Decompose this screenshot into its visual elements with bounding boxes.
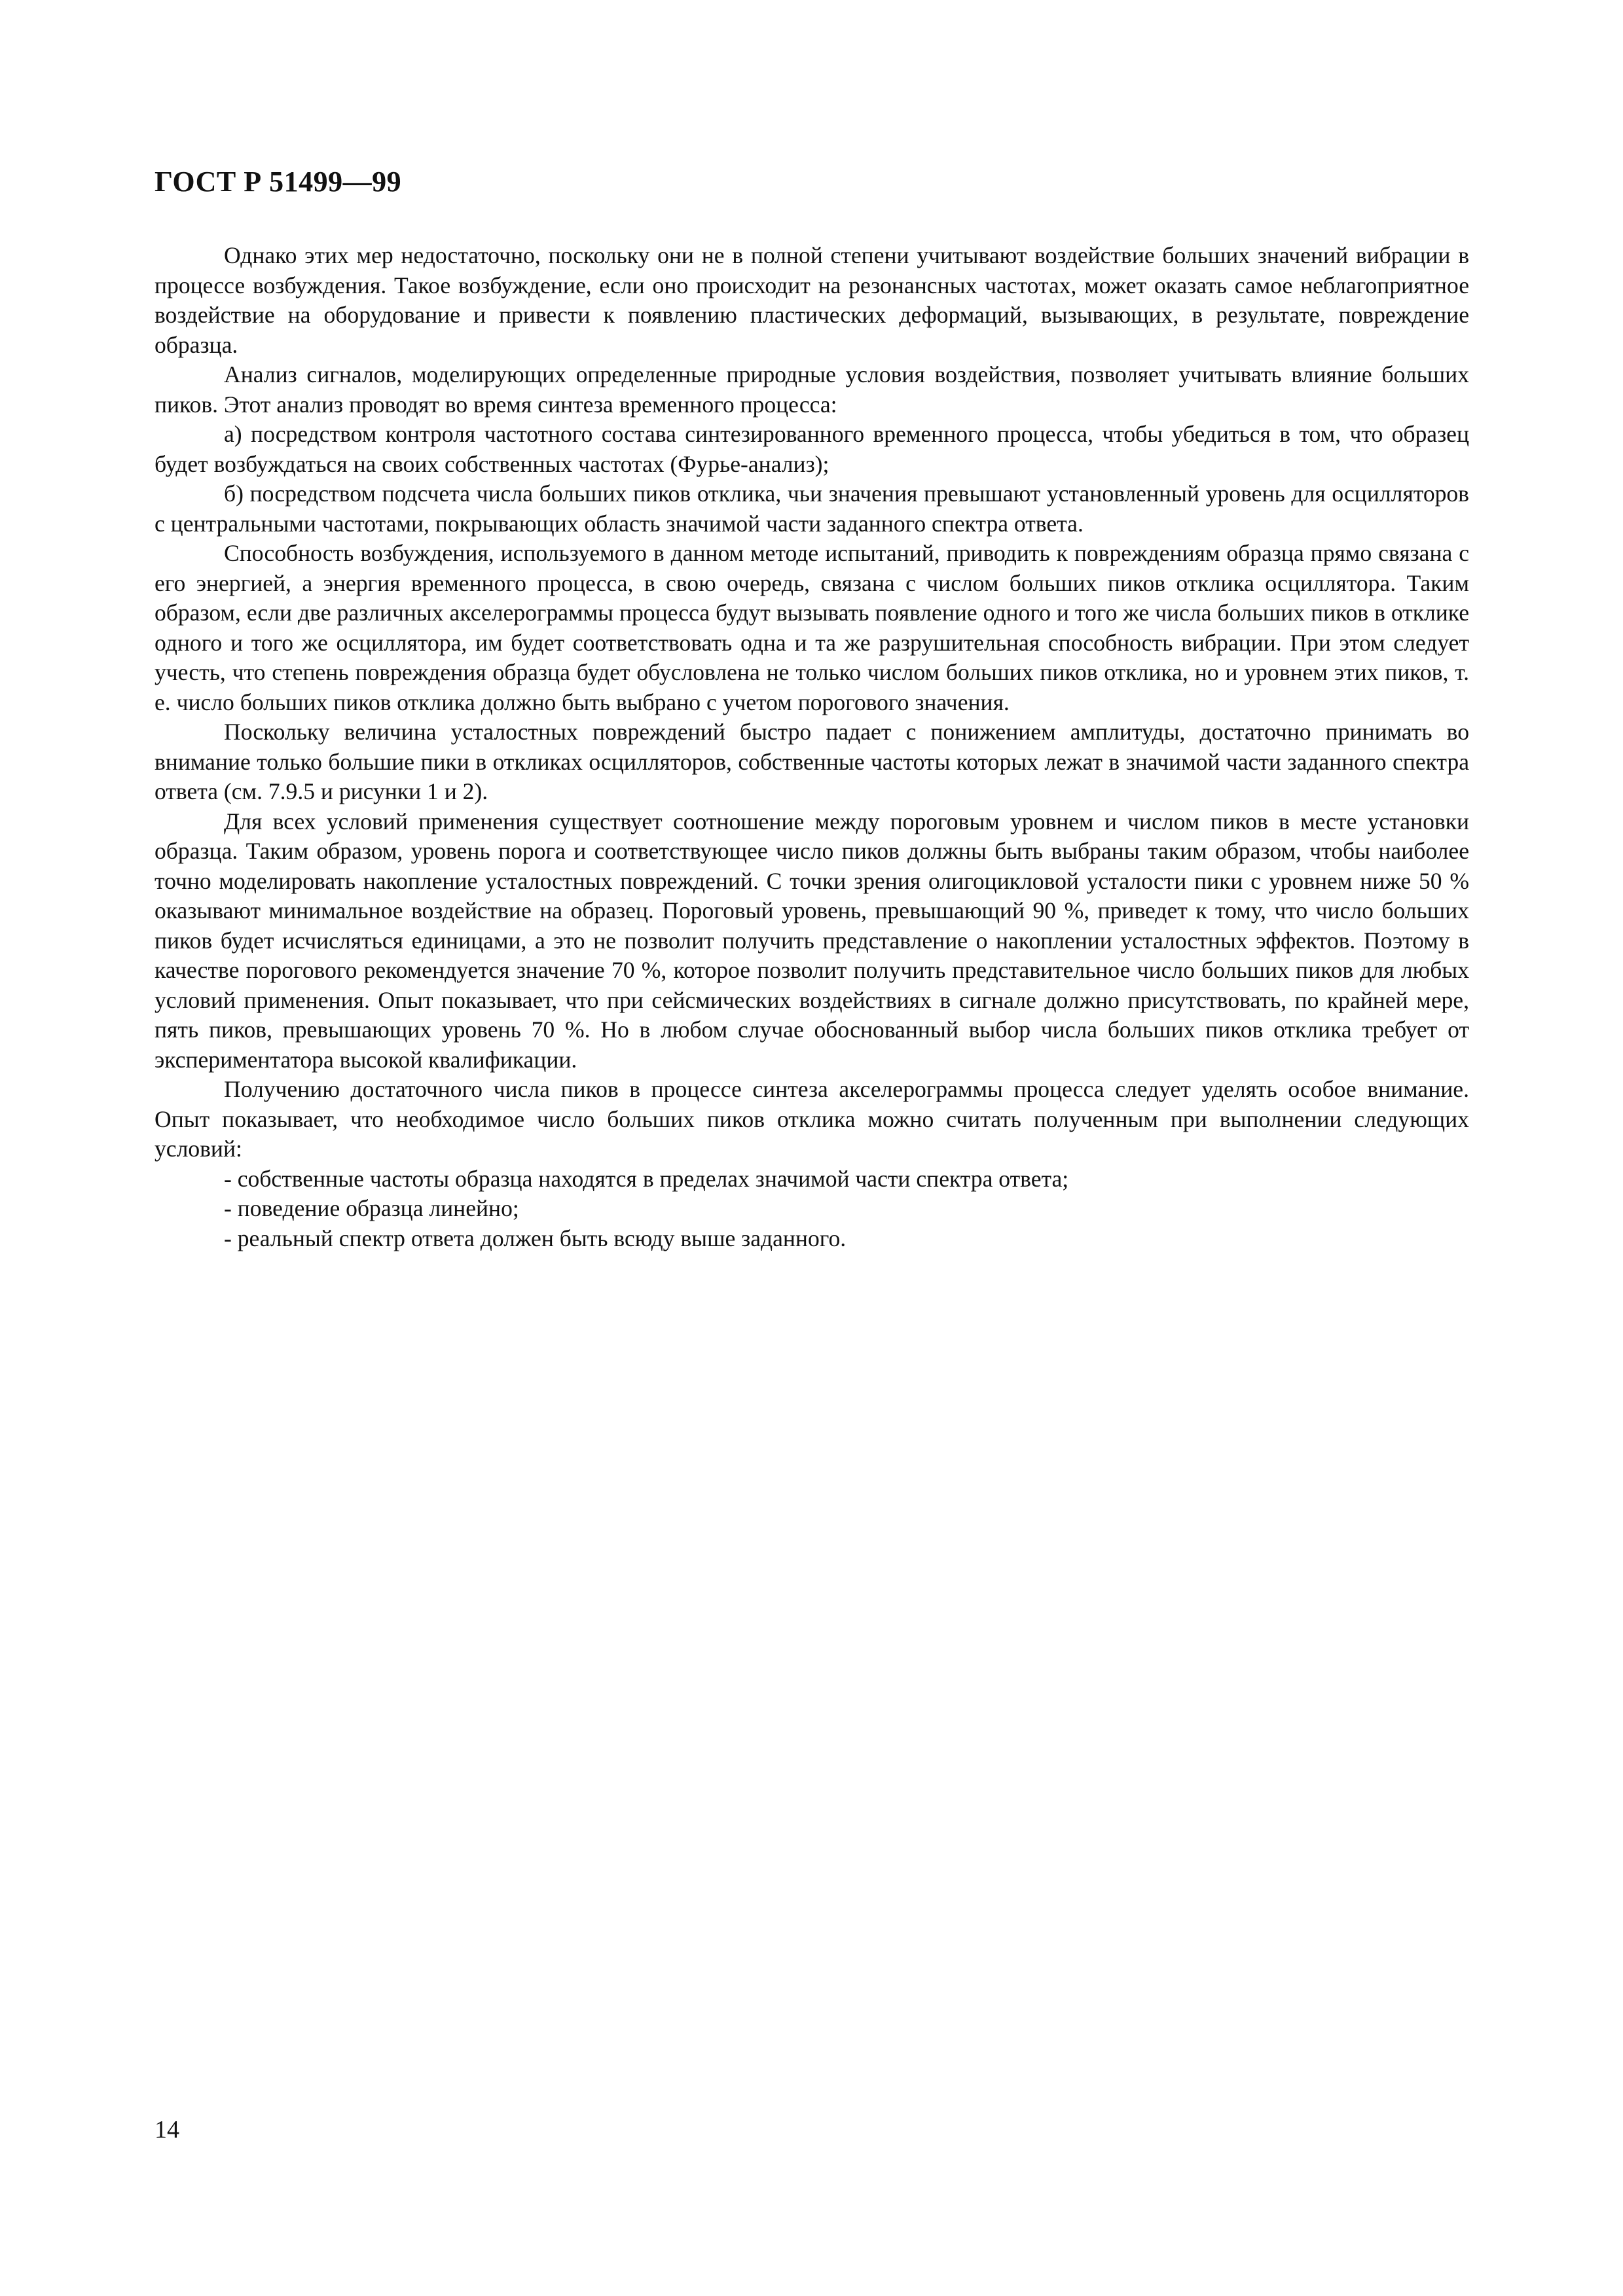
paragraph: Анализ сигналов, моделирующих определенные природные условия воздействия, позволяет учитывать влияние больших пиков. Этот анализ проводят во время синтеза временного процесса: bbox=[155, 361, 1469, 418]
list-item: - поведение образца линейно; bbox=[224, 1195, 519, 1221]
paragraph: а) посредством контроля частотного состава синтезированного временного процесса, чтобы убедиться в том, что образец будет возбуждаться на своих собственных частотах (Фурье-анализ); bbox=[155, 421, 1469, 477]
document-header: ГОСТ Р 51499—99 bbox=[155, 166, 402, 198]
paragraph: Способность возбуждения, используемого в данном методе испытаний, приводить к повреждениям образца прямо связана с его энергией, а энергия временного процесса, в свою очередь, связана с числом больших пиков отклика осциллятора. Таким образом, если две различных акселерограммы процесса будут вызывать появление одного и того же числа больших пиков в отклике одного и того же осциллятора, им будет соответствовать одна и та же разрушительная способность вибрации. При этом следует учесть, что степень повреждения образца будет обусловлена не только числом больших пиков отклика, но и уровнем этих пиков, т. е. число больших пиков отклика должно быть выбрано с учетом порогового значения. bbox=[155, 540, 1469, 715]
page-number: 14 bbox=[155, 2116, 179, 2144]
list-item: - реальный спектр ответа должен быть всюду выше заданного. bbox=[224, 1225, 847, 1251]
paragraph: Для всех условий применения существует соотношение между пороговым уровнем и числом пиков в месте установки образца. Таким образом, уровень порога и соответствующее число пиков должны быть выбраны таким образом, чтобы наиболее точно моделировать накопление усталостных повреждений. С точки зрения олигоцикловой усталости пики с уровнем ниже 50 % оказывают минимальное воздействие на образец. Пороговый уровень, превышающий 90 %, приведет к тому, что число больших пиков будет исчисляться единицами, а это не позволит получить представление о накоплении усталостных эффектов. Поэтому в качестве порогового рекомендуется значение 70 %, которое позволит получить представительное число больших пиков для любых условий применения. Опыт показывает, что при сейсмических воздействиях в сигнале должно присутствовать, по крайней мере, пять пиков, превышающих уровень 70 %. Но в любом случае обоснованный выбор числа больших пиков отклика требует от экспериментатора высокой квалификации. bbox=[155, 808, 1469, 1073]
paragraph: Однако этих мер недостаточно, поскольку они не в полной степени учитывают воздействие больших значений вибрации в процессе возбуждения. Такое возбуждение, если оно происходит на резонансных частотах, может оказать самое неблагоприятное воздействие на оборудование и привести к появлению пластических деформаций, вызывающих, в результате, повреждение образца. bbox=[155, 242, 1469, 358]
paragraph: Поскольку величина усталостных повреждений быстро падает с понижением амплитуды, достаточно принимать во внимание только большие пики в откликах осцилляторов, собственные частоты которых лежат в значимой части заданного спектра ответа (см. 7.9.5 и рисунки 1 и 2). bbox=[155, 719, 1469, 804]
document-body bbox=[155, 241, 1469, 1253]
list-item: - собственные частоты образца находятся в пределах значимой части спектра ответа; bbox=[224, 1165, 1069, 1192]
paragraph: Получению достаточного числа пиков в процессе синтеза акселерограммы процесса следует уделять особое внимание. Опыт показывает, что необходимое число больших пиков отклика можно считать полученным при выполнении следующих условий: bbox=[155, 1076, 1469, 1162]
paragraph: б) посредством подсчета числа больших пиков отклика, чьи значения превышают установленный уровень для осцилляторов с центральными частотами, покрывающих область значимой части заданного спектра ответа. bbox=[155, 480, 1469, 537]
